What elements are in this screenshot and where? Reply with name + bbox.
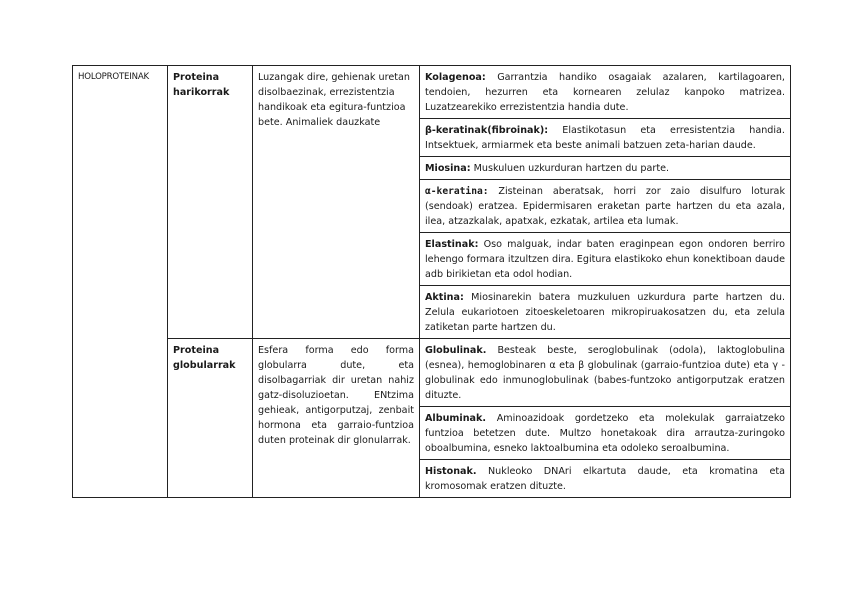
protein-text: Nukleoko DNAri elkartuta daude, eta kromatina eta kromosomak eratzen dituzte.	[425, 466, 785, 492]
protein-text: Elastikotasun eta erresistentzia handia. Intsektuek, armiarmek eta beste animali batzuen zeta-harian daude.	[425, 125, 785, 151]
protein-text: Zisteinan aberatsak, horri zor zaio disulfuro loturak (sendoak) eratzea. Epidermisaren eraketan parte hartzen du eta azala, ilea, atzazkalak, apatxak, ezkatak, artilea eta lumak.	[425, 186, 785, 227]
protein-entry	[420, 286, 791, 339]
protein-text: Muskuluen uzkurduran hartzen du parte.	[473, 163, 670, 174]
protein-entry	[420, 339, 791, 407]
protein-text: Garrantzia handiko osagaiak azalaren, kartilagoaren, tendoien, hezurren eta kornearen zelulaz kanpoko matrizea. Luzatzearekiko errezistentzia handia dute.	[425, 72, 785, 113]
protein-term: Albuminak.	[425, 413, 487, 424]
protein-entry	[420, 460, 791, 498]
protein-term: Aktina:	[425, 292, 464, 303]
group-name-cell: Proteina globularrak	[168, 339, 253, 498]
protein-entry	[420, 119, 791, 157]
group-description-cell: Esfera forma edo forma globularra dute, eta disolbagarriak dir uretan nahiz gatz-disoluzioetan. ENtzima gehieak, antigorputzaj, zenbait hormona eta garraio-funtzioa duten proteinak dir glonularrak.	[253, 339, 420, 498]
protein-entry	[420, 157, 791, 180]
protein-term: Elastinak:	[425, 239, 479, 250]
protein-entry	[420, 233, 791, 286]
protein-entry	[420, 407, 791, 460]
category-cell: HOLOPROTEINAK	[73, 66, 168, 498]
protein-term: α-keratina:	[425, 186, 489, 197]
protein-table	[72, 65, 791, 498]
protein-term: Histonak.	[425, 466, 477, 477]
protein-text: Miosinarekin batera muzkuluen uzkurdura parte hartzen du. Zelula eukariotoen zitoeskeletoaren mikropiruakosatzen du, eta zelula zatiketan parte hartzen du.	[425, 292, 785, 333]
protein-term: β-keratinak(fibroinak):	[425, 125, 549, 136]
protein-term: Miosina:	[425, 163, 471, 174]
protein-term: Kolagenoa:	[425, 72, 486, 83]
protein-entry	[420, 180, 791, 233]
group-name-cell: Proteina harikorrak	[168, 66, 253, 339]
protein-entry	[420, 66, 791, 119]
protein-text: Oso malguak, indar baten eraginpean egon ondoren berriro lehengo formara itzultzen dira. Egitura elastikoko ehun konektiboan daude adb birikietan eta odol hodian.	[425, 239, 785, 280]
table-row	[73, 339, 791, 407]
protein-term: Globulinak.	[425, 345, 487, 356]
group-description-cell: Luzangak dire, gehienak uretan disolbaezinak, errezistentzia handikoak eta egitura-funtzioa bete. Animaliek dauzkate	[253, 66, 420, 339]
protein-text: Besteak beste, seroglobulinak (odola), laktoglobulina (esnea), hemoglobinaren α eta β globulinak (garraio-funtzioa dute) eta γ -globulinak edo inmunoglobulinak (babes-funtzoko antigorputzak eratzen dituzte.	[425, 345, 785, 401]
table-row	[73, 66, 791, 119]
protein-text: Aminoazidoak gordetzeko eta molekulak garraiatzeko funtzioa betetzen dute. Multzo honetakoak dira arrautza-zuringoko oboalbumina, esneko laktoalbumina eta odoleko seroalbumina.	[425, 413, 785, 454]
